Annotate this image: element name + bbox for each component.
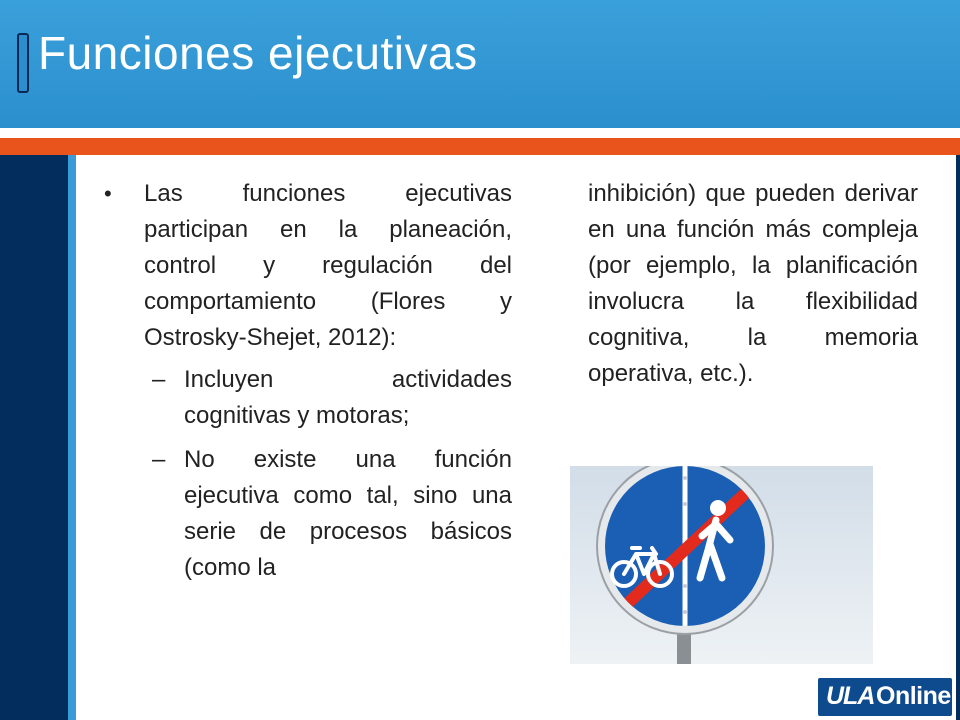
sub-item-text: No existe una función ejecutiva como tal, sino una serie de procesos básicos (como la: [184, 446, 512, 581]
logo-ula-text: ULA: [826, 682, 875, 710]
traffic-sign-illustration: [570, 466, 873, 664]
traffic-sign-photo: [570, 466, 873, 664]
dash-marker: –: [152, 366, 166, 393]
left-navy-band: [0, 155, 68, 720]
text-column-left: [104, 176, 512, 594]
title-accent-mark: [17, 33, 29, 93]
bullet-text: Las funciones ejecutivas participan en la planeación, control y regulación del comportamiento (Flores y Ostrosky-Shejet, 2012):: [144, 180, 512, 351]
bullet-item: [104, 176, 512, 356]
sub-item-activities: [104, 362, 512, 434]
sub-item-text: Incluyen actividades cognitivas y motoras;: [184, 366, 512, 429]
left-blue-line: [68, 155, 76, 720]
text-column-right: [588, 176, 918, 392]
dash-marker: –: [152, 446, 166, 473]
header-bar: [0, 0, 960, 128]
continuation-text: inhibición) que pueden derivar en una función más compleja (por ejemplo, la planificación involucra la flexibilidad cognitiva, la memoria operativa, etc.).: [588, 180, 918, 387]
header-divider: [0, 128, 960, 138]
right-navy-line: [956, 155, 960, 720]
orange-accent-bar: [0, 138, 960, 155]
ula-online-logo: [818, 678, 952, 716]
logo-online-text: Online: [876, 682, 951, 710]
bullet-marker: •: [104, 181, 112, 206]
sub-item-processes: [104, 442, 512, 586]
slide-title: Funciones ejecutivas: [38, 27, 478, 79]
